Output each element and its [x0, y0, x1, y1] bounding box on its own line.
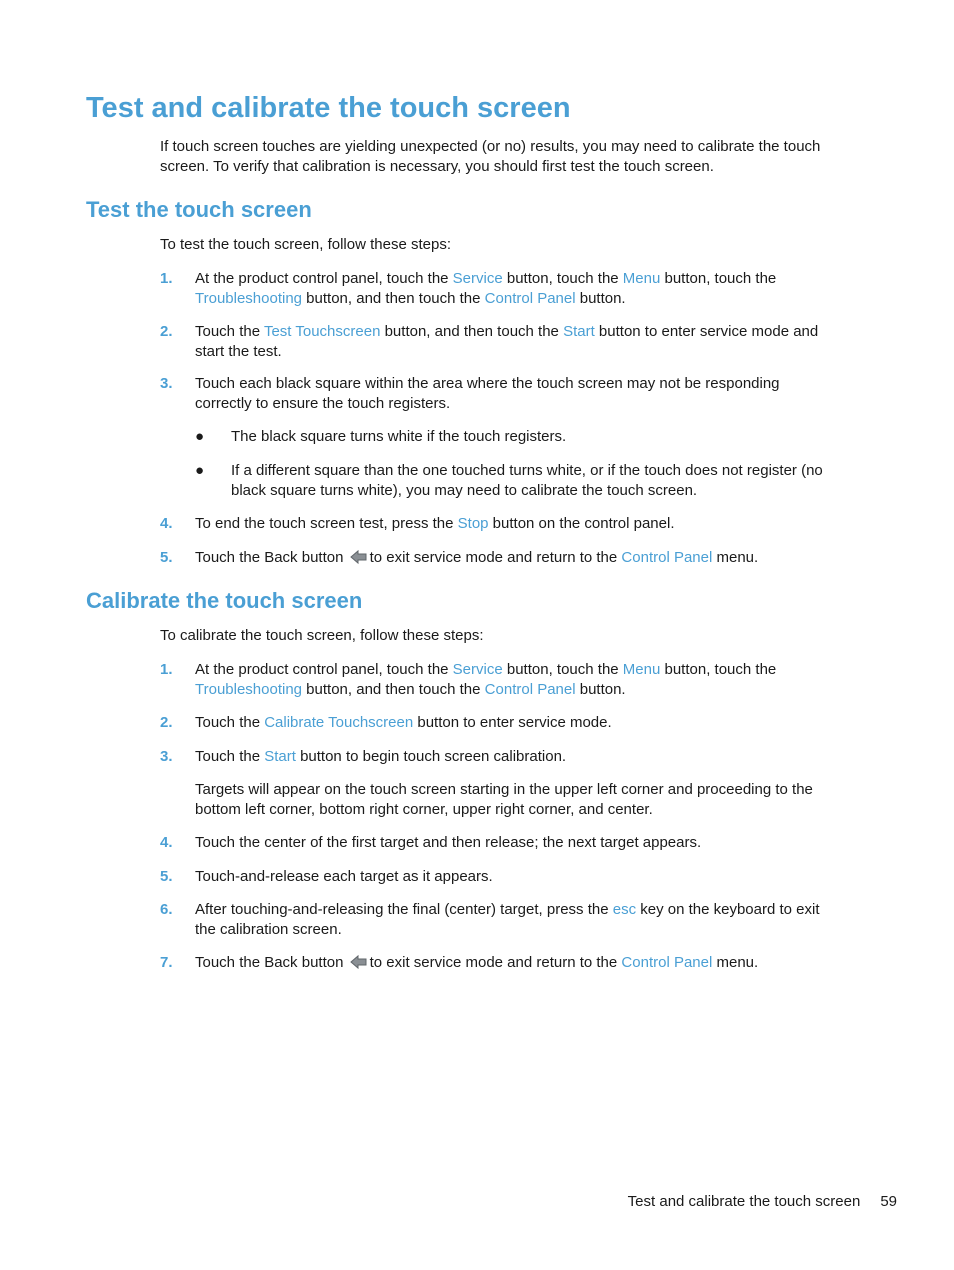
targets-note: Targets will appear on the touch screen starting in the upper left corner and proceeding to the bottom left corner, bottom right corner, upper right corner, and center. [195, 781, 813, 818]
control-panel-ref: Control Panel [484, 289, 576, 307]
service-ref: Service [452, 661, 503, 678]
bullet-icon: ● [195, 428, 205, 445]
troubleshooting-ref: Troubleshooting [195, 289, 303, 307]
page-number: 59 [880, 1193, 897, 1210]
menu-ref: Menu [622, 270, 661, 287]
troubleshooting-ref: Troubleshooting [195, 680, 303, 698]
section-heading-test: Test the touch screen [86, 197, 312, 222]
back-arrow-icon [350, 954, 368, 970]
section-heading-calibrate: Calibrate the touch screen [86, 588, 363, 613]
control-panel-ref: Control Panel [621, 954, 713, 971]
test-touchscreen-ref: Test Touchscreen [263, 323, 381, 340]
footer-label: Test and calibrate the touch screen [627, 1193, 861, 1210]
page-footer [628, 1192, 897, 1211]
control-panel-ref: Control Panel [484, 680, 576, 698]
esc-key-ref: esc [612, 901, 637, 918]
page-title: Test and calibrate the touch screen [86, 92, 571, 124]
start-ref: Start [264, 748, 296, 765]
control-panel-ref: Control Panel [621, 549, 713, 566]
service-ref: Service [452, 270, 503, 287]
stop-ref: Stop [457, 515, 489, 532]
document-page: Test and calibrate the touch screen If touch screen touches are yielding unexpected (or no) results, you may need to calibrate the touch screen. To verify that calibration is necessary, you should first test the touch screen. Test the touch screen To test the touch screen, follow these steps: 1. At the product control panel, touch the Service button, touch the Menu button, touch the Troubleshooting button, and then touch the Control Panel button. 2. Touch the Test Touchscreen button, and then touch the Start button to enter service mode and start the test. 3. Touch each black square within the area where the touch screen may not be responding correctly to ensure the touch registers. ● The black square turns white if the touch registers. ● If a different square than the one touched turns white, or if the touch does not register (no black square turns white), you may need to calibrate the touch screen. 4. To end the touch screen test, press the Stop button on the control panel. 5. Touch the Back button to exit service mode and return to the Control Panel menu. Calibrate the touch screen To calibrate the touch screen, follow these steps: 1. At the product control panel, touch the Service button, touch the Menu button, touch the Troubleshooting button, and then touch the Control Panel button. 2. Touch the Calibrate Touchscreen button to enter service mode. 3. Touch the Start button to begin touch screen calibration. Targets will appear on the touch screen starting in the upper left corner and proceeding to the bottom left corner, bottom right corner, upper right corner, and center. 4. Touch the center of the first target and then release; the next target appears. 5. Touch-and-release each target as it appears. 6. After touching-and-releasing the final (center) target, press the esc key on the keyboard to exit the calibration screen. 7. Touch the Back button to exit service mode and return to the Control Panel menu. Test and calibrate the touch screen 59 [86, 92, 897, 1210]
intro-paragraph: If touch screen touches are yielding unexpected (or no) results, you may need to calibrate the touch screen. To verify that calibration is necessary, you should first test the touch screen. [160, 138, 821, 175]
test-lead: To test the touch screen, follow these steps: [160, 236, 451, 253]
start-ref: Start [563, 323, 595, 340]
calibrate-touchscreen-ref: Calibrate Touchscreen [264, 714, 414, 731]
back-arrow-icon [350, 549, 368, 565]
menu-ref: Menu [622, 661, 661, 678]
calibrate-lead: To calibrate the touch screen, follow these steps: [160, 627, 484, 644]
bullet-icon: ● [195, 462, 205, 479]
